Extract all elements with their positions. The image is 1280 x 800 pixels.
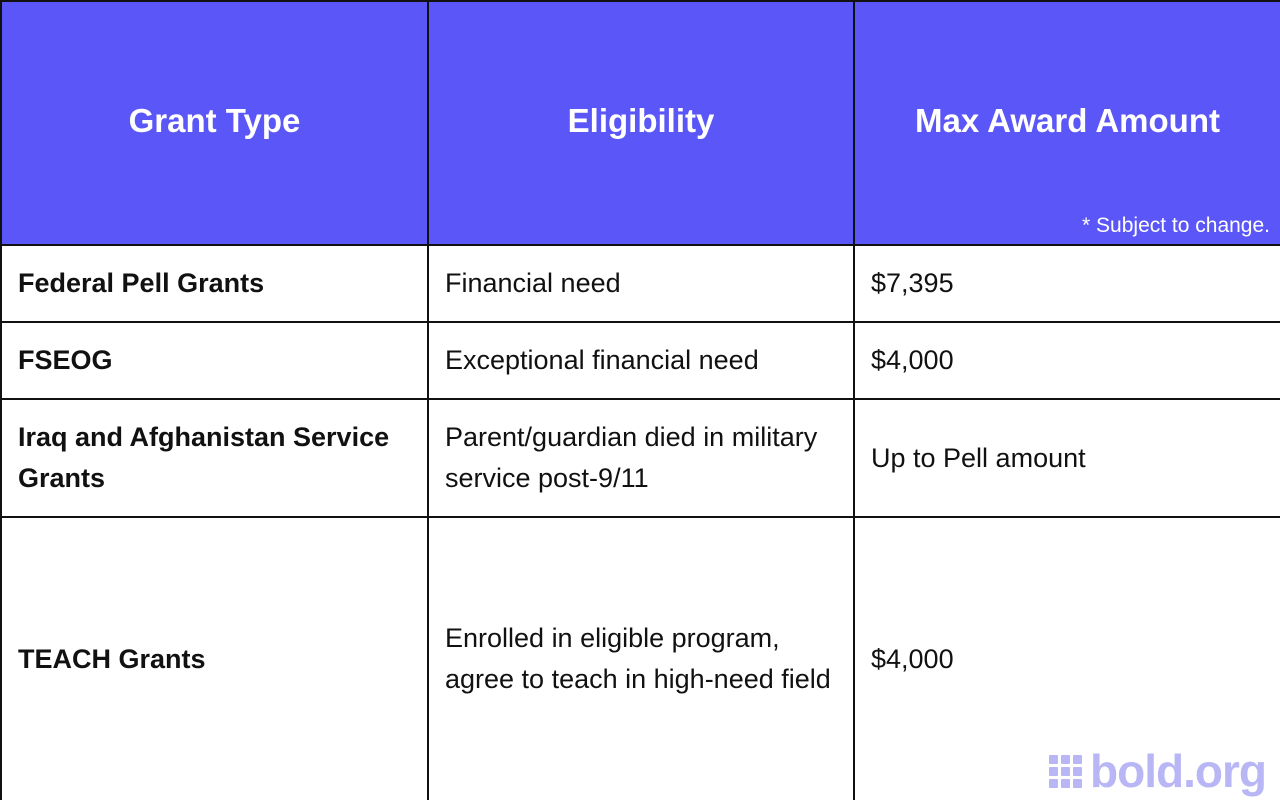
grid-dots-icon [1049, 755, 1082, 788]
logo-text: bold.org [1090, 745, 1266, 797]
max-award-cell: $4,000 [854, 322, 1280, 399]
header-eligibility-label: Eligibility [567, 102, 715, 139]
table-row [1, 399, 1280, 517]
header-max-award-label: Max Award Amount [915, 102, 1220, 139]
max-award-cell: $7,395 [854, 245, 1280, 322]
max-award-cell: Up to Pell amount [854, 399, 1280, 517]
eligibility-cell: Financial need [428, 245, 854, 322]
max-award-cell: $4,000 [854, 517, 1280, 800]
header-grant-type-label: Grant Type [128, 102, 301, 139]
eligibility-cell: Enrolled in eligible program, agree to teach in high-need field [428, 517, 854, 800]
table-row [1, 322, 1280, 399]
header-grant-type [1, 1, 428, 245]
eligibility-cell: Exceptional financial need [428, 322, 854, 399]
grant-type-cell: TEACH Grants [1, 517, 428, 800]
grant-type-cell: Federal Pell Grants [1, 245, 428, 322]
eligibility-cell: Parent/guardian died in military service post-9/11 [428, 399, 854, 517]
subject-to-change-note: * Subject to change. [1082, 214, 1270, 237]
bold-org-logo [1049, 745, 1266, 797]
header-eligibility [428, 1, 854, 245]
grant-type-cell: FSEOG [1, 322, 428, 399]
grant-type-cell: Iraq and Afghanistan Service Grants [1, 399, 428, 517]
header-row [1, 1, 1280, 245]
header-max-award [854, 1, 1280, 245]
table-row [1, 245, 1280, 322]
